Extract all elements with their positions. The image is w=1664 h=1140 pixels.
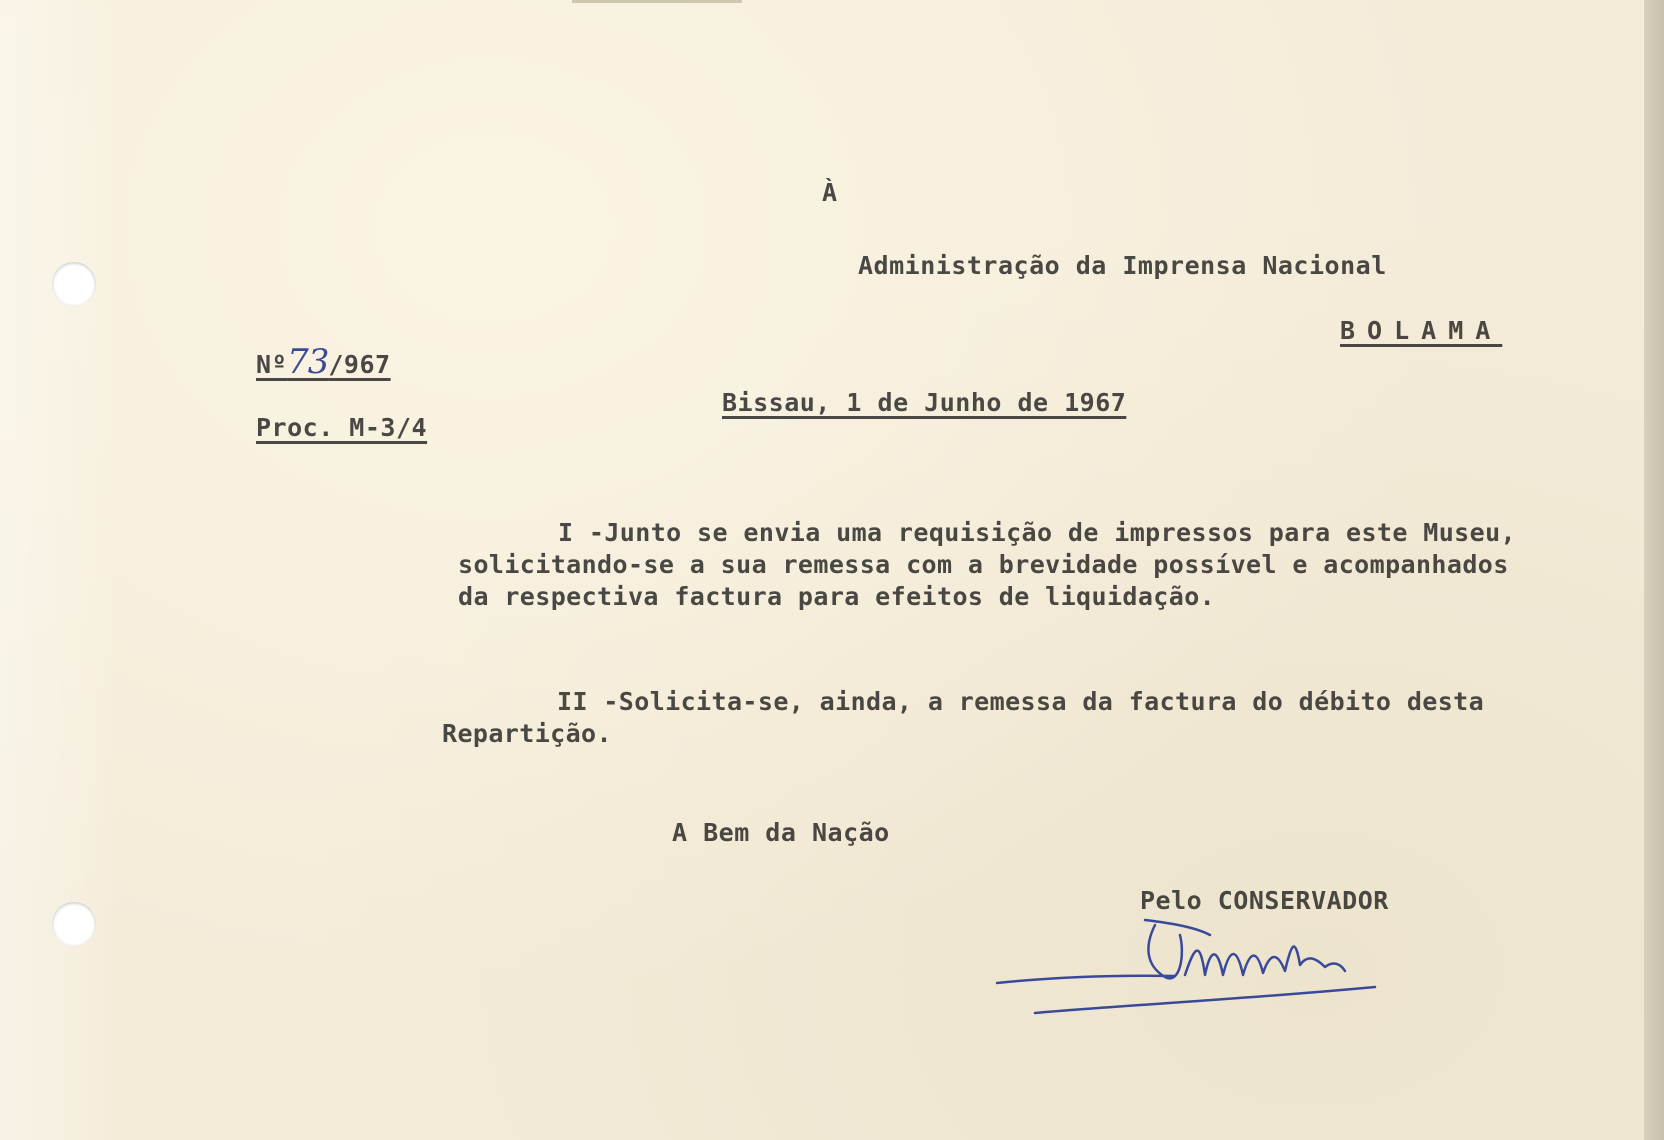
- closing-formula: A Bem da Nação: [672, 818, 890, 847]
- paragraph-one-line-2: solicitando-se a sua remessa com a brevidade possível e acompanhados: [458, 550, 1509, 579]
- salutation: À: [822, 178, 838, 207]
- paragraph-two-line-1: II -Solicita-se, ainda, a remessa da factura do débito desta: [557, 687, 1485, 716]
- number-prefix: Nº: [256, 350, 288, 379]
- document-number: [256, 342, 391, 382]
- paper-top-mark: [572, 0, 742, 3]
- page-edge: [1644, 0, 1664, 1140]
- signatory-title: Pelo CONSERVADOR: [1140, 886, 1389, 915]
- paper-fold-shade: [0, 0, 120, 1140]
- paragraph-two: [442, 686, 1484, 750]
- punch-hole-top: [52, 262, 96, 306]
- number-suffix: /967: [328, 350, 391, 379]
- recipient-name: Administração da Imprensa Nacional: [858, 251, 1387, 280]
- paragraph-one-line-1: I -Junto se envia uma requisição de impressos para este Museu,: [558, 518, 1516, 547]
- paragraph-one: [458, 517, 1516, 613]
- punch-hole-bottom: [52, 902, 96, 946]
- handwritten-signature: [995, 905, 1415, 1025]
- place-date: Bissau, 1 de Junho de 1967: [722, 388, 1127, 417]
- number-handwritten: 73: [287, 342, 329, 382]
- paragraph-two-line-2: Repartição.: [442, 719, 612, 748]
- paragraph-one-line-3: da respectiva factura para efeitos de liquidação.: [458, 582, 1216, 611]
- process-reference: Proc. M-3/4: [256, 413, 428, 442]
- recipient-city: BOLAMA: [1340, 316, 1503, 345]
